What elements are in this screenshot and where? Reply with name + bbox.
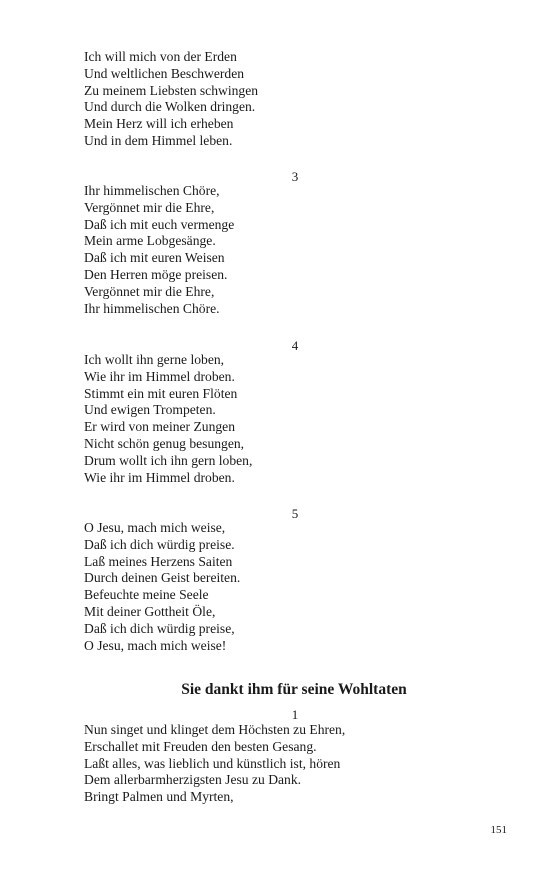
verse-line: Mein arme Lobgesänge. (84, 233, 216, 249)
verse-line: Daß ich mit euch vermenge (84, 216, 235, 232)
verse-line: O Jesu, mach mich weise, (84, 520, 226, 535)
page-number: 151 (490, 824, 507, 836)
verse-line: Befeuchte meine Seele (84, 587, 209, 603)
verse-line: Durch deinen Geist bereiten. (84, 570, 241, 586)
verse-line: Vergönnet mir die Ehre, (84, 199, 215, 215)
verse-line: Ihr himmelischen Chöre. (84, 300, 220, 316)
verse-line: Bringt Palmen und Myrten, (84, 789, 234, 805)
verse-line: Daß ich dich würdig preise. (84, 536, 235, 552)
verse-line: Laßt alles, was lieblich und künstlich ist, hören (84, 755, 341, 771)
verse-line: Erschallet mit Freuden den besten Gesang. (84, 738, 317, 754)
verse-line: Ich will mich von der Erden (84, 49, 237, 64)
stanza-intro (84, 49, 484, 150)
poem2-stanza-1 (84, 722, 484, 806)
verse-line: Nicht schön genug besungen, (84, 435, 245, 451)
verse-line: Stimmt ein mit euren Flöten (84, 385, 238, 401)
stanza-number: 5 (291, 506, 299, 521)
verse-line: Daß ich dich würdig preise, (84, 620, 235, 636)
poem-title: Sie dankt ihm für seine Wohltaten (181, 681, 407, 698)
verse-line: Wie ihr im Himmel droben. (84, 368, 235, 384)
stanza-4 (84, 352, 484, 486)
verse-line: Und weltlichen Beschwerden (84, 65, 245, 81)
verse-line: Und durch die Wolken dringen. (84, 99, 256, 115)
stanza-number: 1 (291, 707, 299, 722)
verse-line: Drum wollt ich ihn gern loben, (84, 452, 253, 468)
verse-line: Mein Herz will ich erheben (84, 116, 234, 132)
verse-line: Zu meinem Liebsten schwingen (84, 82, 259, 98)
verse-line: Nun singet und klinget dem Höchsten zu Ehren, (84, 722, 346, 737)
verse-line: Wie ihr im Himmel droben. (84, 469, 235, 485)
verse-line: Den Herren möge preisen. (84, 266, 228, 282)
verse-line: Und in dem Himmel leben. (84, 132, 233, 148)
verse-line: Ihr himmelischen Chöre, (84, 183, 220, 198)
verse-line: Vergönnet mir die Ehre, (84, 283, 215, 299)
stanza-number: 3 (291, 169, 299, 184)
verse-line: O Jesu, mach mich weise! (84, 637, 227, 653)
verse-line: Und ewigen Trompeten. (84, 402, 216, 418)
verse-line: Mit deiner Gottheit Öle, (84, 603, 216, 619)
verse-line: Daß ich mit euren Weisen (84, 250, 225, 266)
stanza-3 (84, 183, 484, 317)
verse-line: Laß meines Herzens Saiten (84, 553, 233, 569)
stanza-5 (84, 520, 484, 654)
stanza-number: 4 (291, 338, 299, 353)
verse-line: Dem allerbarmherzigsten Jesu zu Dank. (84, 772, 302, 788)
verse-line: Er wird von meiner Zungen (84, 419, 235, 435)
verse-line: Ich wollt ihn gerne loben, (84, 352, 225, 367)
